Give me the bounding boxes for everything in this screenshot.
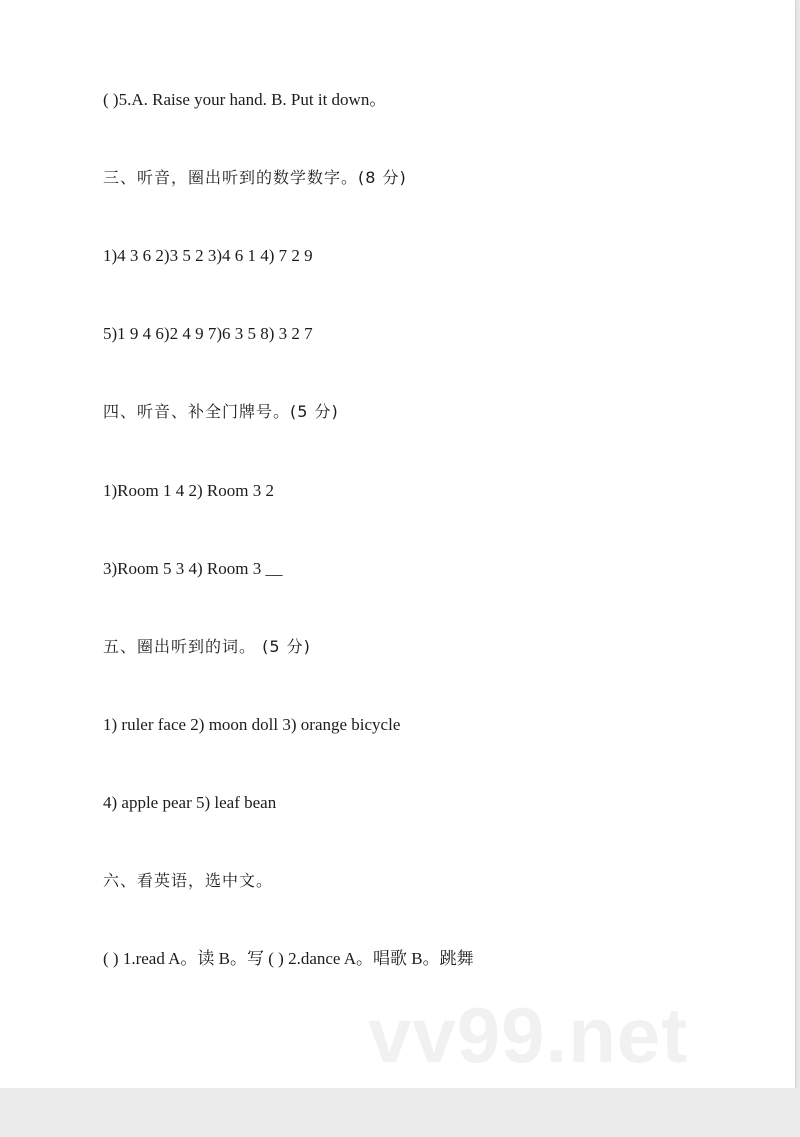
section-4-heading: 四、听音、补全门牌号。(5 分): [103, 402, 339, 421]
section-3-heading: 三、听音，圈出听到的数学数字。(8 分): [103, 168, 407, 187]
words-row-1: 1) ruler face 2) moon doll 3) orange bicycle: [103, 715, 401, 734]
page-gap: [0, 1088, 800, 1137]
room-row-2: 3)Room 5 3 4) Room 3 __: [103, 559, 283, 578]
section-6-heading: 六、看英语，选中文。: [103, 871, 274, 890]
numbers-row-2: 5)1 9 4 6)2 4 9 7)6 3 5 8) 3 2 7: [103, 324, 313, 343]
question-5-text: ( )5.A. Raise your hand. B. Put it down。: [103, 90, 387, 109]
watermark: vv99.net: [368, 991, 689, 1079]
words-row-2: 4) apple pear 5) leaf bean: [103, 793, 277, 812]
room-row-1: 1)Room 1 4 2) Room 3 2: [103, 481, 274, 500]
numbers-row-1: 1)4 3 6 2)3 5 2 3)4 6 1 4) 7 2 9: [103, 246, 313, 265]
choice-row-1: ( ) 1.read A。读 B。写 ( ) 2.dance A。唱歌 B。跳舞: [103, 949, 474, 968]
section-5-heading: 五、圈出听到的词。 (5 分): [103, 637, 311, 656]
